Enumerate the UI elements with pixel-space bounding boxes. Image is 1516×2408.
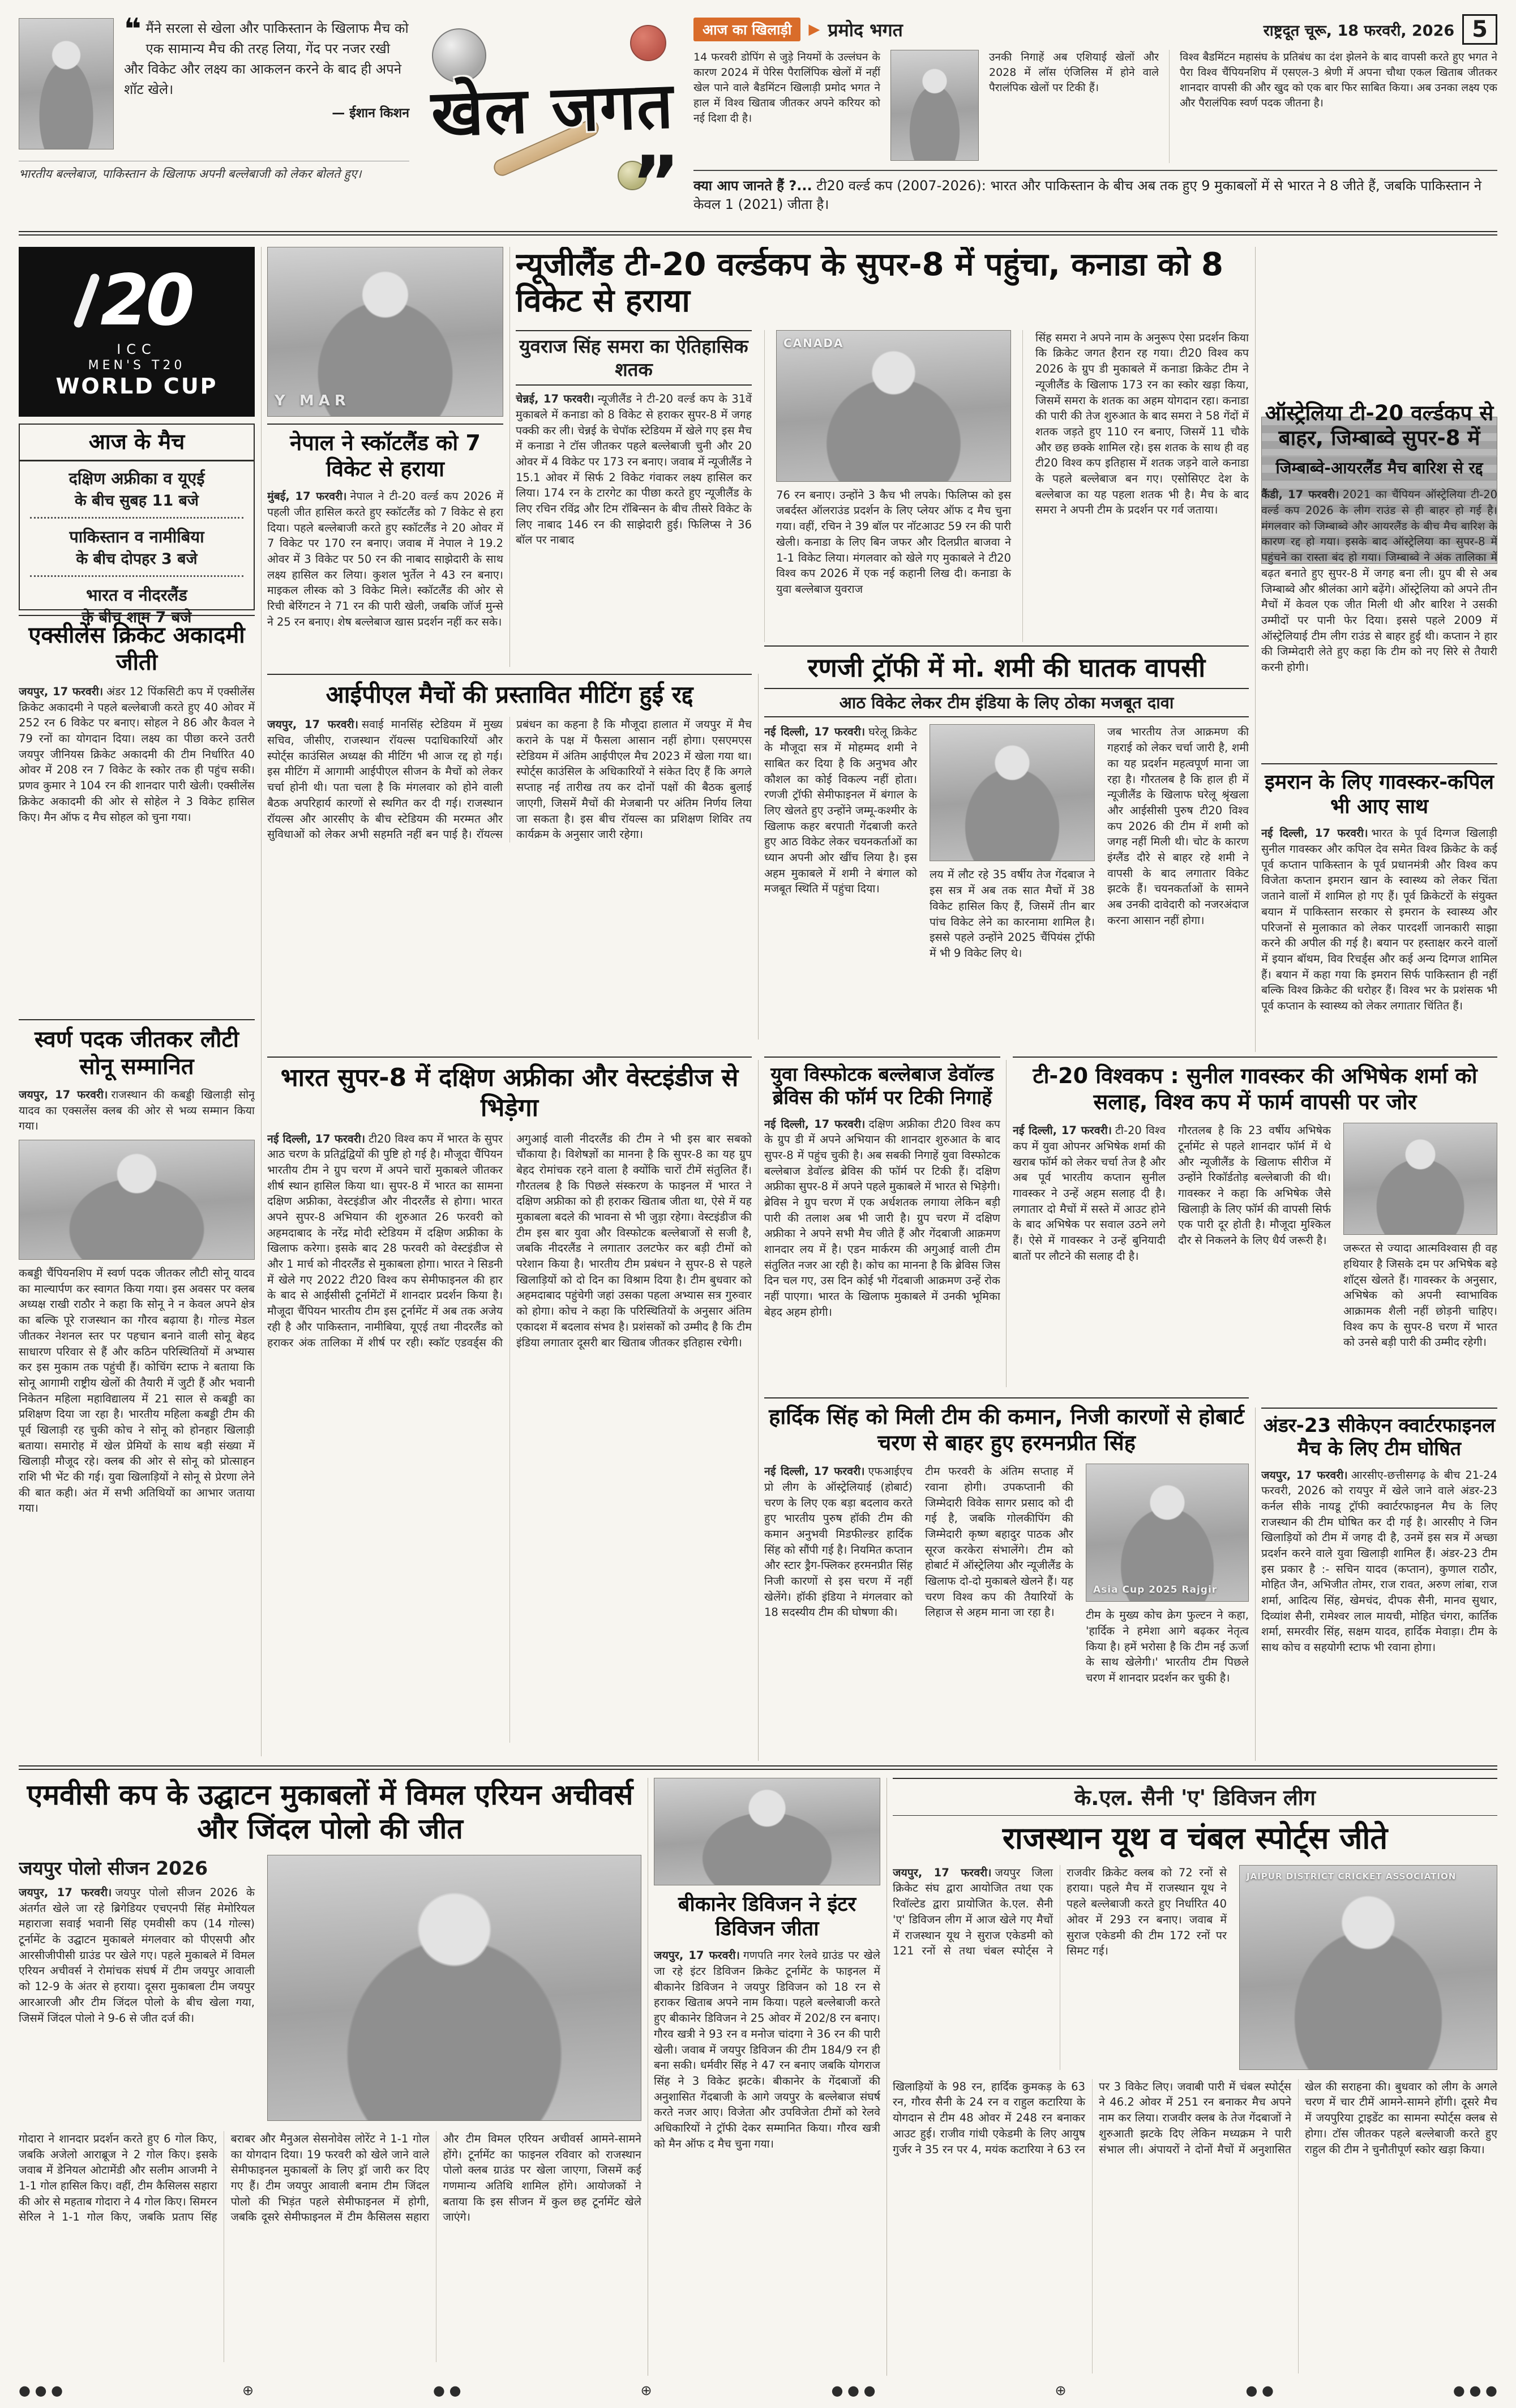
polo-top-row — [19, 1855, 641, 2121]
article-under23-team — [1261, 1408, 1497, 1761]
quote-mark-icon: ❝ — [124, 12, 142, 46]
shami-columns — [764, 724, 1249, 961]
photo-hockey-players — [1086, 1464, 1249, 1602]
t20-logo-icc: ICC — [117, 341, 157, 357]
logo-quote-mark-icon: ” — [631, 140, 680, 226]
mark-group: ⊕ — [242, 2383, 254, 2398]
match-time: के बीच शाम 7 बजे — [82, 608, 192, 626]
hockey-columns — [764, 1464, 1249, 1686]
photo-sonu-felicitation — [19, 1140, 255, 1260]
headline: ऑस्ट्रेलिया टी-20 वर्ल्डकप से बाहर, जिम्बाब्वे सुपर-8 में — [1265, 401, 1494, 451]
headline: इमरान के लिए गावस्कर-कपिल भी आए साथ — [1265, 771, 1494, 819]
article-body — [893, 1865, 1227, 1959]
article-kl-saini-league — [893, 1778, 1497, 2376]
dateline: जयपुर, 17 फरवरी। — [19, 1886, 112, 1899]
photo-gavaskar — [1343, 1123, 1497, 1235]
column-rule — [758, 1060, 759, 1761]
dateline: जयपुर, 17 फरवरी। — [19, 685, 104, 698]
t20-worldcup-logo-box — [19, 247, 255, 417]
subhead: युवराज सिंह समरा का ऐतिहासिक शतक — [516, 330, 752, 386]
quote-author: — ईशान किशन — [332, 106, 409, 121]
bottom-band-rule — [19, 1765, 1497, 1770]
dateline: जयपुर, 17 फरवरी। — [1261, 1468, 1348, 1482]
body-text: सवाई मानसिंह स्टेडियम में मुख्य सचिव, जीसीए, राजस्थान रॉयल्स पदाधिकारियों और स्पोर्ट्स काउंसिल अध्यक्ष की मीटिंग भी आज रद्द हो गई। इस मीटिंग में आगामी आईपीएल सीजन के मैचों को लेकर चर्चा होनी थी। पता चला है कि मंगलवार को होने वाली बैठक अपरिहार्य कारणों से स्थगित कर दी गई। राजस्थान रॉयल्स और आरसीए के बीच स्टेडियम की मरम्मत और सुविधाओं को लेकर अभी सहमति नहीं बन पाई है। रॉयल्स प्रबंधन का कहना है कि मौजूदा हालात में जयपुर में मैच कराने के पक्ष में फैसला आसान नहीं होगा। एसएमएस स्टेडियम में अंतिम आईपीएल मैच 2023 में खेला गया था। स्पोर्ट्स काउंसिल के अधिकारियों ने संकेत दिए हैं कि अगले सप्ताह नई तारीख तय कर दोनों पक्षों की बैठक बुलाई जाएगी, जिसमें मैचों की मेजबानी पर अंतिम निर्णय लिया जा सकता है। इस बीच रॉयल्स का प्रशिक्षण शिविर तय कार्यक्रम के अनुसार जारी रहेगा। — [267, 718, 752, 841]
dateline: जयपुर, 17 फरवरी। — [893, 1866, 992, 1879]
polo-intro-col — [19, 1855, 255, 2121]
headline: अंडर-23 सीकेएन क्वार्टरफाइनल मैच के लिए टीम घोषित — [1263, 1414, 1496, 1460]
masthead-top-row — [693, 15, 1497, 44]
klsaini-top-row — [893, 1865, 1497, 2070]
registration-marks — [19, 2383, 1497, 2398]
article-india-super8 — [267, 1057, 752, 1761]
column-rule — [1006, 1060, 1007, 1387]
article-body — [19, 2131, 641, 2225]
article-excellence-academy — [19, 615, 255, 1015]
t20-logo — [82, 259, 191, 341]
body-text: गणपति नगर रेलवे ग्राउंड पर खेले जा रहे इंटर डिविजन क्रिकेट टूर्नामेंट के फाइनल में बीकानेर डिविजन ने जयपुर डिविजन को 18 रन से हराकर खिताब अपने नाम किया। पहले बल्लेबाजी करते हुए बीकानेर डिविजन ने 25 ओवर में 202/8 रन बनाए। गौरव खत्री ने 93 रन व मनोज चांदगा ने 36 रन की पारी खेली। जवाब में जयपुर डिविजन की टीम 184/9 रन ही बना सकी। धर्मवीर सिंह ने 47 रन बनाए जबकि योगराज सिंह ने 3 विकेट झटके। बीकानेर के गेंदबाजों की अनुशासित गेंदबाजी के आगे जयपुर के बल्लेबाज संघर्ष करते नजर आए। विजेता और उपविजेता टीमों को रेलवे अधिकारियों ने ट्रॉफी देकर सम्मानित किया। गौरव खत्री को मैन ऑफ द मैच चुना गया। — [654, 1949, 880, 2150]
dateline: चेन्नई, 17 फरवरी। — [516, 392, 594, 406]
article-australia-out — [1261, 401, 1497, 758]
match-time: के बीच सुबह 11 बजे — [75, 491, 199, 510]
body-text: जरूरत से ज्यादा आत्मविश्वास ही वह हथियार है जिसके दम पर अभिषेक बड़े शॉट्स खेलते हैं। गावस्कर के अनुसार, अभिषेक को अपनी स्वाभाविक आक्रामक शैली नहीं छोड़नी चाहिए। विश्व कप के सुपर-8 चरण में भारत को उनसे बड़ी पारी की उम्मीद रहेगी। — [1343, 1242, 1497, 1349]
article-body — [267, 489, 503, 630]
body-text: खिलाड़ियों के 98 रन, हार्दिक कुमकड़ के 63 रन, गौरव सैनी के 24 रन व राहुल कटारिया के योगदान से टीम 48 ओवर में 248 रन बनाकर आउट हुई। राजीव गांधी एकेडमी के लिए आयुष गुर्जर ने 35 रन पर 4, मयंक कटारिया ने 63 रन पर 3 विकेट लिए। जवाबी पारी में चंबल स्पोर्ट्स ने 46.2 ओवर में 251 रन बनाकर मैच अपने नाम कर लिया। राजवीर क्लब के तेज गेंदबाजों ने शुरुआती झटके दिए लेकिन मध्यक्रम ने पारी संभाल ली। अंपायरों ने दोनों मैचों में अनुशासित खेल की सराहना की। बुधवार को लीग के अगले चरण में चार टीमें आमने-सामने होंगी। दूसरे मैच में जयपुरिया ट्राइडेंट का सामना स्पोर्ट्स क्लब से होगा। टॉस जीतकर पहले बल्लेबाजी करते हुए राहुल की टीम ने चुनौतीपूर्ण स्कोर खड़ा किया। — [893, 2080, 1497, 2156]
article-body — [267, 717, 752, 842]
masthead-quote-block — [19, 12, 409, 203]
todays-matches — [19, 424, 255, 626]
article-body — [267, 1131, 752, 1351]
match-teams: भारत व नीदरलैंड — [86, 585, 187, 605]
headline: एक्सीलेंस क्रिकेट अकादमी जीती — [28, 622, 245, 675]
masthead — [19, 12, 1497, 226]
photo-batsman-label: Y MAR — [275, 392, 350, 409]
headline: आईपीएल मैचों की प्रस्तावित मीटिंग हुई रद्द — [326, 681, 693, 708]
match-separator — [30, 575, 243, 577]
quote-caption: भारतीय बल्लेबाज, पाकिस्तान के खिलाफ अपनी बल्लेबाजी को लेकर बोलते हुए। — [19, 161, 409, 182]
body-text: गौरतलब है कि 23 वर्षीय अभिषेक टूर्नामेंट से पहले शानदार फॉर्म में थे और न्यूजीलैंड के खिलाफ सीरीज में उन्होंने रिकॉर्डतोड़ बल्लेबाजी की थी। गावस्कर ने कहा कि अभिषेक जैसे खिलाड़ी के लिए फॉर्म की वापसी सिर्फ एक पारी दूर होती है। मौजूदा मुश्किल दौर से निकलने के लिए धैर्य जरूरी है। — [1178, 1124, 1331, 1247]
dateline: नई दिल्ली, 17 फरवरी। — [764, 725, 866, 739]
article-sonu-honoured — [19, 1019, 255, 1756]
mark-group: ⊕ — [1055, 2383, 1067, 2398]
nz-article-columns — [516, 330, 1249, 642]
dateline: कैंडी, 17 फरवरी। — [1261, 488, 1339, 502]
body-text: 2021 का चैंपियन ऑस्ट्रेलिया टी-20 वर्ल्ड कप 2026 के लीग राउंड से ही बाहर हो गई है। मंगलवार को जिम्बाब्वे और आयरलैंड के बीच मैच बारिश के कारण रद्द हो गया। इसके बाद ऑस्ट्रेलिया का सुपर-8 में पहुंचने का रास्ता बंद हो गया। जिम्बाब्वे ने अंक तालिका में बढ़त बनाते हुए सुपर-8 में जगह बना ली। ग्रुप बी से अब जिम्बाब्वे और श्रीलंका आगे बढ़ेंगे। ऑस्ट्रेलिया को अपने तीन मैचों में केवल एक जीत मिली थी और बारिश ने उसकी उम्मीदों पर पानी फेर दिया। इससे पहले 2009 में ऑस्ट्रेलियाई टीम लीग राउंड से बाहर हुई थी। कप्तान ने हार की जिम्मेदारी लेते हुए कहा कि टीम को नए सिरे से तैयारी करनी होगी। — [1261, 488, 1497, 674]
headline: बीकानेर डिविजन ने इंटर डिविजन जीता — [678, 1893, 857, 1941]
article-body — [19, 1265, 255, 1516]
article-body — [1261, 1468, 1497, 1656]
article-body — [654, 1948, 880, 2152]
section-logo-block — [422, 15, 683, 226]
mark-group: ● ● — [433, 2383, 461, 2398]
column-rule — [1255, 1408, 1256, 1761]
shami-col-1 — [764, 724, 917, 961]
article-polo-mvc-cup — [19, 1778, 641, 2376]
article-nz-super8 — [516, 247, 1249, 642]
dateline: नई दिल्ली, 17 फरवरी। — [764, 1117, 866, 1131]
mark-group: ● ● ● — [831, 2383, 876, 2398]
column-rule — [509, 247, 510, 667]
body-text: टी20 विश्व कप में भारत के सुपर आठ चरण के प्रतिद्वंद्वियों की पुष्टि हो गई है। मौजूदा चैंपियन भारतीय टीम ने ग्रुप चरण में अपने चारों मुकाबले जीतकर शीर्ष स्थान हासिल किया था। सुपर-8 में भारत का सामना दक्षिण अफ्रीका, वेस्टइंडीज और नीदरलैंड से होगा। भारत अपने सुपर-8 अभियान की शुरुआत 26 फरवरी को अहमदाबाद के नरेंद्र मोदी स्टेडियम में दक्षिण अफ्रीका के खिलाफ करेगा। इसके बाद 28 फरवरी को वेस्टइंडीज से और 1 मार्च को नीदरलैंड से मुकाबला होगा। भारत ने सिडनी में खेले गए 2022 टी20 विश्व कप सेमीफाइनल की हार के बाद से आईसीसी टूर्नामेंटों में शानदार प्रदर्शन किया है। मौजूदा चैंपियन भारतीय टीम इस टूर्नामेंट में अब तक अजेय रही है और पाकिस्तान, नामीबिया, यूएई तथा नीदरलैंड को हराकर अंक तालिका में शीर्ष पर रही। स्कॉट एडवर्ड्स की अगुआई वाली नीदरलैंड की टीम ने भी इस बार सबको चौंकाया है। विशेषज्ञों का मानना है कि सुपर-8 का यह ग्रुप बेहद रोमांचक रहने वाला है क्योंकि चारों टीमें संतुलित हैं। गौरतलब है कि पिछले संस्करण के फाइनल में भारत ने दक्षिण अफ्रीका को ही हराकर खिताब जीता था, ऐसे में यह मुकाबला बदले की भावना से भी जुड़ा रहेगा। वेस्टइंडीज की टीम इस बार युवा और विस्फोटक बल्लेबाजों से सजी है, जबकि नीदरलैंड ने लगातार उलटफेर कर बड़ी टीमों को परेशान किया है। भारतीय टीम प्रबंधन ने सुपर-8 से पहले खिलाड़ियों को दो दिन का विश्राम दिया है। टीम बुधवार को अहमदाबाद पहुंचेगी जहां उसका पहला अभ्यास सत्र गुरुवार को होगा। कोच ने कहा कि परिस्थितियों के अनुसार अंतिम एकादश में बदलाव संभव है। प्रशंसकों को उम्मीद है कि टीम इंडिया लगातार दूसरी बार खिताब जीतकर इतिहास रचेगी। — [267, 1132, 752, 1349]
body-text: कबड्डी चैंपियनशिप में स्वर्ण पदक जीतकर लौटी सोनू यादव का माल्यार्पण कर स्वागत किया गया। इस अवसर पर क्लब अध्यक्ष राखी राठौर ने कहा कि सोनू ने न केवल अपने क्षेत्र का बल्कि पूरे राजस्थान का गौरव बढ़ाया है। गोल्ड मेडल जीतकर नेशनल स्तर पर पहचान बनाने वाली सोनू बेहद साधारण परिवार से हैं और कठिन परिस्थितियों में अभ्यास कर इस मुकाम तक पहुंची हैं। कोचिंग स्टाफ ने बताया कि सोनू आगामी राष्ट्रीय खेलों की तैयारी में जुटी हैं और भवानी निकेतन महिला महाविद्यालय में 21 साल से कबड्डी का प्रशिक्षण दिया जा रहा है। भारतीय महिला कबड्डी टीम की पूर्व खिलाड़ी रह चुकी कोच ने सोनू को होनहार खिलाड़ी बताया। समारोह में खेल प्रेमियों के साथ बड़ी संख्या में खिलाड़ी मौजूद रहे। क्लब की ओर से सोनू को प्रोत्साहन राशि भी भेंट की गई। युवा खिलाड़ियों ने सोनू से प्रेरणा लेने की बात कही। अंत में सभी अतिथियों का आभार जताया गया। — [19, 1267, 255, 1515]
pod-text-right: विश्व बैडमिंटन महासंघ के प्रतिबंध का दंश झेलने के बाद वापसी करते हुए भगत ने पैरा विश्व चैंपियनशिप में एसएल-3 श्रेणी में अपना चौथा एकल खिताब जीतकर शानदार वापसी की और खुद को एक बार फिर साबित किया। अब उनका लक्ष्य एक और पैरालंपिक स्वर्ण पदक जीतना है। — [1169, 50, 1497, 163]
headline: न्यूजीलैंड टी-20 वर्ल्डकप के सुपर-8 में पहुंचा, कनाडा को 8 विकेट से हराया — [516, 247, 1223, 320]
photo-ishan-kishan — [19, 18, 114, 149]
article-hockey-captain — [764, 1397, 1249, 1761]
column-rule — [1255, 247, 1256, 1052]
cricket-ball-icon — [630, 25, 666, 61]
t20-logo-worldcup: WORLD CUP — [55, 373, 218, 399]
player-of-day-label: आज का खिलाड़ी — [693, 18, 800, 41]
article-body — [764, 724, 917, 897]
article-ipl-meeting — [267, 674, 752, 1042]
body-text: घरेलू क्रिकेट के मौजूदा सत्र में मोहम्मद शमी ने साबित कर दिया है कि अनुभव और कौशल का कोई विकल्प नहीं होता। रणजी ट्रॉफी सेमीफाइनल में बंगाल के लिए खेलते हुए उन्होंने जम्मू-कश्मीर के खिलाफ कहर बरपाती गेंदबाजी करते हुए आठ विकेट लेकर चयनकर्ताओं का ध्यान अपनी ओर खींच लिया है। इस अहम मुकाबले में शमी ने बंगाल को मजबूत स्थिति में पहुंचा दिया। — [764, 725, 917, 896]
body-text: लय में लौट रहे 35 वर्षीय तेज गेंदबाज ने इस सत्र में अब तक सात मैचों में 38 विकेट हासिल किए हैं, जिसमें तीन बार पांच विकेट लेने का कारनामा शामिल है। इससे पहले उन्होंने 2025 चैंपियंस ट्रॉफी में भी 9 विकेट लिए थे। — [930, 868, 1095, 960]
body-text: टी-20 विश्व कप में युवा ओपनर अभिषेक शर्मा की खराब फॉर्म को लेकर चर्चा तेज है और अब पूर्व भारतीय कप्तान सुनील गावस्कर ने उन्हें अहम सलाह दी है। लगातार दो मैचों में सस्ते में आउट होने के बाद अभिषेक पर सवाल उठने लगे हैं। ऐसे में गावस्कर ने उन्हें बुनियादी बातों पर लौटने की सलाह दी है। — [1013, 1124, 1166, 1263]
mark-group: ● ● ● — [1453, 2383, 1497, 2398]
match-time: के बीच दोपहर 3 बजे — [76, 550, 198, 568]
gavaskar-col-2 — [1178, 1123, 1331, 1350]
article-gavaskar-advice — [1013, 1057, 1497, 1387]
match-teams: दक्षिण अफ्रीका व यूएई — [68, 468, 205, 488]
bat-slash-icon — [73, 272, 101, 328]
match-item — [20, 524, 254, 570]
nz-col-2 — [764, 330, 1023, 642]
dateline: जयपुर, 17 फरवरी। — [19, 1088, 108, 1101]
article-body — [930, 867, 1095, 961]
nz-col-1 — [516, 330, 752, 642]
t20-logo-number: 20 — [100, 259, 191, 341]
hockey-col-2 — [925, 1464, 1073, 1686]
photo-batsman — [267, 247, 503, 417]
match-item — [20, 461, 254, 511]
did-you-know-label: क्या आप जानते हैं ?... — [693, 178, 812, 194]
body-text: गोदारा ने शानदार प्रदर्शन करते हुए 6 गोल किए, जबकि अजेलो आराब्रूज ने 2 गोल किए। इसके जवाब में डेनियल ओटामेंडी और सलीम आजमी ने 1-1 गोल हासिल किए। वहीं, टीम कैसिलस सहारा की ओर से महताब गोदारा ने 4 गोल किए। सिमरन सेरिल ने 1-1 गोल किए, जबकि प्रताप सिंह बराबर और मैनुअल सेसनोवेस लोरेंट ने 1-1 गोल का योगदान दिया। 19 फरवरी को खेले जाने वाले सेमीफाइनल मुकाबलों के लिए ड्रॉ जारी कर दिए गए हैं। टीम जयपुर आवाली बनाम टीम जिंदल पोलो की भिड़ंत पहले सेमीफाइनल में होगी, जबकि दूसरे सेमीफाइनल में टीम कैसिलस सहारा और टीम विमल एरियन अचीवर्स आमने-सामने होंगे। टूर्नामेंट का फाइनल रविवार को राजस्थान पोलो क्लब ग्राउंड पर खेला जाएगा, जिसमें कई गणमान्य अतिथि शामिल होंगे। आयोजकों ने बताया कि इस सीजन में कुल छह टूर्नामेंट खेले जाएंगे। — [19, 2132, 641, 2224]
photo-bikaner-cricket — [654, 1778, 880, 1885]
quote-text-wrap — [124, 12, 409, 149]
headline: स्वर्ण पदक जीतकर लौटी सोनू सम्मानित — [34, 1026, 239, 1080]
dateline: नई दिल्ली, 17 फरवरी। — [764, 1465, 865, 1478]
did-you-know — [693, 170, 1497, 213]
dateline: जयपुर, 17 फरवरी। — [267, 718, 358, 732]
did-you-know-text: टी20 वर्ल्ड कप (2007-2026): भारत और पाकिस्तान के बीच अब तक हुए 9 मुकाबलों में से भारत ने 8 जीते हैं, जबकि पाकिस्तान ने केवल 1 (2021) जीता है। — [693, 178, 1482, 212]
hockey-col-3 — [1086, 1464, 1249, 1686]
mark-group: ⊕ — [640, 2383, 652, 2398]
headline: युवा विस्फोटक बल्लेबाज डेवॉल्ड ब्रेविस की फॉर्म पर टिकी निगाहें — [770, 1063, 994, 1109]
article-body — [1178, 1123, 1331, 1248]
arrow-right-icon: ▶ — [808, 21, 820, 38]
article-imran-support — [1261, 763, 1497, 1052]
photo-canada-label: CANADA — [783, 336, 844, 350]
body-text: जयपुर पोलो सीजन 2026 के अंतर्गत खेले जा रहे ब्रिगेडियर एचएनपी सिंह मेमोरियल महाराजा सवाई भवानी सिंह एमवीसी कप (14 गोल्स) टूर्नामेंट के उद्घाटन मुकाबले मंगलवार को पीएसपी और आरसीजीपीसी ग्राउंड पर खेले गए। पहले मुकाबले में विमल एरियन अचीवर्स ने रोमांचक संघर्ष में टीम जयपुर आवाली को 12-9 के अंतर से हराया। दूसरा मुकाबला टीम जयपुर आरआरजी और टीम जिंदल पोलो के बीच खेला गया, जिसमें जिंदल पोलो ने 9-6 से जीत दर्ज की। — [19, 1886, 255, 2025]
photo-pramod-bhagat — [890, 50, 979, 161]
photo-shami — [930, 724, 1095, 861]
klsaini-intro — [893, 1865, 1227, 2070]
dateline: नई दिल्ली, 17 फरवरी। — [1261, 827, 1368, 840]
match-separator — [30, 517, 243, 519]
headline: टी-20 विश्वकप : सुनील गावस्कर की अभिषेक शर्मा को सलाह, विश्व कप में फार्म वापसी पर जोर — [1033, 1063, 1478, 1114]
page-number: 5 — [1462, 14, 1497, 45]
body-text: एफआईएच प्रो लीग के ऑस्ट्रेलियाई (होबार्ट) चरण के लिए एक बड़ा बदलाव करते हुए भारतीय पुरुष हॉकी टीम की कमान अनुभवी मिडफील्डर हार्दिक सिंह को सौंपी गई है। नियमित कप्तान और स्टार ड्रैग-फ्लिकर हरमनप्रीत सिंह निजी कारणों से इस चरण में नहीं खेलेंगे। हॉकी इंडिया ने मंगलवार को 18 सदस्यीय टीम की घोषणा की। — [764, 1465, 913, 1619]
headline: नेपाल ने स्कॉटलैंड को 7 विकेट से हराया — [290, 430, 481, 481]
todays-matches-title: आज के मैच — [20, 425, 254, 461]
photo-polo-match — [267, 1855, 641, 2121]
body-text: 76 रन बनाए। उन्होंने 3 कैच भी लपके। फिलिप्स को इस जबर्दस्त ऑलराउंड प्रदर्शन के लिए प्लेयर ऑफ द मैच चुना गया। वहीं, रचिन ने 39 बॉल पर नॉटआउट 59 रन की पारी खेली। कनाडा के लिए बिन जफर और दिलप्रीत बाजवा ने 1-1 विकेट लिया। मंगलवार को खेले गए मुकाबले ने टी20 विश्व कप 2026 में एक नई कहानी लिख दी। कनाडा के युवा बल्लेबाज युवराज — [776, 488, 1011, 596]
dateline: जयपुर, 17 फरवरी। — [654, 1949, 740, 1962]
article-brevis-form — [764, 1057, 1000, 1391]
body-text: भारत के पूर्व दिग्गज खिलाड़ी सुनील गावस्कर और कपिल देव समेत विश्व क्रिकेट के कई पूर्व कप्तान पाकिस्तान के पूर्व प्रधानमंत्री और विश्व कप विजेता कप्तान इमरान खान के स्वास्थ्य को लेकर चिंता जताने वालों में शामिल हो गए हैं। पूर्व क्रिकेटरों के संयुक्त बयान में पाकिस्तान सरकार से इमरान के स्वास्थ्य और परिजनों से मुलाकात को लेकर पारदर्शी जानकारी साझा करने की अपील की गई है। बयान पर हस्ताक्षर करने वालों में इयान बॉथम, विव रिचर्ड्स और कई अन्य दिग्गज शामिल हैं। बयान में कहा गया कि इमरान सिर्फ पाकिस्तान ही नहीं बल्कि विश्व क्रिकेट की धरोहर हैं। विश्व भर के प्रशंसक भी पूर्व कप्तान के स्वास्थ्य को लेकर लगातार चिंतित हैं। — [1261, 827, 1497, 1012]
article-bikaner-division — [654, 1778, 880, 2376]
article-body — [1086, 1607, 1249, 1686]
kicker: जयपुर पोलो सीजन 2026 — [19, 1857, 208, 1879]
player-of-day-name: प्रमोद भगत — [828, 19, 903, 41]
dateline: नई दिल्ली, 17 फरवरी। — [267, 1132, 366, 1145]
article-body — [776, 487, 1011, 597]
gavaskar-columns — [1013, 1123, 1497, 1350]
kicker: के.एल. सैनी 'ए' डिविजन लीग — [893, 1778, 1497, 1816]
shami-col-2 — [930, 724, 1095, 961]
article-shami-ranji — [764, 645, 1249, 1040]
body-text: राजस्थान की कबड्डी खिलाड़ी सोनू यादव का एक्सलेंस क्लब की ओर से भव्य सम्मान किया गया। — [19, 1088, 255, 1133]
body-text: जब भारतीय तेज आक्रमण की गहराई को लेकर चर्चा जारी है, शमी का यह प्रदर्शन महत्वपूर्ण माना जा रहा है। गौरतलब है कि हाल ही में न्यूजीलैंड के खिलाफ घरेलू श्रृंखला और आईसीसी पुरुष टी20 विश्व कप 2026 की टीम में शमी को जगह नहीं मिली थी। चोट के कारण इंग्लैंड दौरे से बाहर रहे शमी ने वापसी के बाद लगातार विकेट झटके हैं। चयनकर्ताओं के सामने अब उनकी दावेदारी को नजरअंदाज करना आसान नहीं होगा। — [1107, 725, 1249, 927]
nz-col-3 — [1035, 330, 1249, 642]
column-rule — [758, 674, 759, 1040]
quote-text: मैंने सरला से खेला और पाकिस्तान के खिलाफ मैच को एक सामान्य मैच की तरह लिया, गेंद पर नजर रखी और विकेट और लक्ष्य का आकलन करने के बाद ही अपने शॉट खेले। — [124, 20, 409, 97]
article-body — [516, 391, 752, 548]
gavaskar-col-3 — [1343, 1123, 1497, 1350]
hockey-col-1 — [764, 1464, 913, 1686]
body-text: आरसीए-छत्तीसगढ़ के बीच 21-24 फरवरी, 2026 को रायपुर में खेले जाने वाले अंडर-23 कर्नल सीके नायडू ट्रॉफी क्वार्टरफाइनल मैच के लिए राजस्थान की टीम घोषित कर दी गई है। आरसीए ने जिन खिलाड़ियों को टीम में जगह दी है, उनमें इस सत्र में अच्छा प्रदर्शन करने वाले युवा खिलाड़ी शामिल हैं। अंडर-23 टीम इस प्रकार है :- सचिन यादव (कप्तान), कुणाल राठौर, मोहित जैन, अभिजीत तोमर, राज रावत, अरुण लांबा, राज शर्मा, आदित्य सिंह, खेमचंद, दीपक सैनी, मानव सुथार, दिव्यांश सैनी, रामेश्वर लाल मायची, मोहित चंगरा, कार्तिक शर्मा, समरवीर सिंह, सक्षम यादव, हार्दिक मेवाड़ा। टीम के साथ कोच व सहयोगी स्टाफ भी रवाना होगा। — [1261, 1468, 1497, 1654]
headline: राजस्थान यूथ व चंबल स्पोर्ट्स जीते — [1002, 1820, 1388, 1856]
gavaskar-col-1 — [1013, 1123, 1166, 1350]
article-body — [925, 1464, 1073, 1620]
article-body — [1107, 724, 1249, 928]
article-nepal-win — [267, 424, 503, 667]
body-text: अंडर 12 पिंकसिटी कप में एक्सीलेंस क्रिकेट अकादमी ने पहले बल्लेबाजी करते हुए 40 ओवर में 252 रन 6 विकेट पर बनाए। सोहल ने 86 और कैवल ने 79 रनों का योगदान दिया। लक्ष्य का पीछा करने उतरी जयपुर जीनियस क्रिकेट अकादमी की टीम निर्धारित 40 ओवर में 208 रन 7 विकेट के स्कोर तक ही पहुंच सकी। प्रणव कुमार ने 104 रन की शानदार पारी खेली। एक्सीलेंस क्रिकेट अकादमी की ओर से सोहेल ने 3 विकेट हासिल किए। मैन ऑफ द मैच सोहल को चुना गया। — [19, 685, 255, 824]
article-body — [1343, 1241, 1497, 1350]
article-body — [1261, 487, 1497, 675]
subhead: आठ विकेट लेकर टीम इंडिया के लिए ठोका मजबूत दावा — [764, 688, 1249, 717]
photo-klsaini-label: JAIPUR DISTRICT CRICKET ASSOCIATION — [1247, 1871, 1457, 1881]
article-body — [19, 1087, 255, 1134]
mark-group: ● ● — [1245, 2383, 1274, 2398]
photo-canada-player — [776, 330, 1011, 482]
body-text: न्यूजीलैंड ने टी-20 वर्ल्ड कप के 31वें मुकाबले में कनाडा को 8 विकेट से हराकर सुपर-8 में जगह पक्की कर ली। चेन्नई के चेपॉक स्टेडियम में खेले गए इस मैच में कनाडा ने टॉस जीतकर पहले बल्लेबाजी चुनी और 20 ओवर में 4 विकेट पर 173 रन बनाए। जवाब में न्यूजीलैंड ने 15.1 ओवर में सिर्फ 2 विकेट गंवाकर लक्ष्य हासिल कर लिया। 174 रन के टारगेट का पीछा करते हुए न्यूजीलैंड के लिए रचिन रविंद्र और टिम रॉबिन्सन के बीच तीसरे विकेट के लिए नाबाद 146 रन की साझेदारी हुई। फिलिप्स ने 36 बॉल पर नाबाद — [516, 392, 752, 547]
article-body — [893, 2079, 1497, 2157]
photo-klsaini-team — [1239, 1865, 1497, 2070]
article-body — [19, 684, 255, 825]
headline: एमवीसी कप के उद्घाटन मुकाबलों में विमल एरियन अचीवर्स और जिंदल पोलो की जीत — [27, 1778, 633, 1845]
headline: रणजी ट्रॉफी में मो. शमी की घातक वापसी — [807, 652, 1206, 683]
body-text: नेपाल ने टी-20 वर्ल्ड कप 2026 में पहली जीत हासिल करते हुए स्कॉटलैंड को 7 विकेट से हरा दिया। पहले बल्लेबाजी करते हुए स्कॉटलैंड ने 20 ओवर में 7 विकेट पर 170 रन बनाए। जवाब में नेपाल ने 19.2 ओवर में 3 विकेट पर 50 रन की नाबाद साझेदारी के साथ लक्ष्य हासिल कर लिया। कुशल भुर्तेल ने 43 रन बनाए। माइकल लीस्क को 3 विकेट मिले। स्कॉटलैंड की ओर से रिची बेरिंगटन ने 71 रन की पारी खेली, जबकि जॉर्ज मुन्से ने 25 रन बनाए। शेष बल्लेबाज खास प्रदर्शन नहीं कर सके। — [267, 490, 503, 628]
mark-group: ● ● ● — [19, 2383, 63, 2398]
article-body — [1261, 826, 1497, 1013]
body-text: सिंह समरा ने अपने नाम के अनुरूप ऐसा प्रदर्शन किया कि क्रिकेट जगत हैरान रह गया। टी20 विश्व कप 2026 के ग्रुप डी मुकाबले में कनाडा क्रिकेट टीम ने न्यूजीलैंड के खिलाफ 173 रन का स्कोर खड़ा किया, जिसमें समरा के शतक का अहम योगदान रहा। कनाडा की पारी की तेज शुरुआत के बाद समरा ने 58 गेंदों में शतक जड़ते हुए 110 रन बनाए, जिसमें 11 चौके और छह छक्के शामिल रहे। इस शतक के साथ ही वह टी20 विश्व कप इतिहास में शतक जड़ने वाले कनाडा के पहले बल्लेबाज बन गए। एसोसिएट देश के बल्लेबाज का यह पहला शतक भी है। मैच के बाद समरा ने अपनी टीम के प्रदर्शन पर गर्व जताया। — [1035, 331, 1249, 517]
subhead: जिम्बाब्वे-आयरलैंड मैच बारिश से रद्द — [1261, 456, 1497, 481]
masthead-right-block — [693, 15, 1497, 212]
pod-text-mid: उनकी निगाहें अब एशियाई खेलों और 2028 में लॉस एंजिलिस में होने वाले पैरालंपिक खेलों पर टिकी हैं। — [989, 51, 1159, 94]
column-rule — [261, 247, 262, 1756]
match-teams: पाकिस्तान व नामीबिया — [69, 527, 204, 546]
headline: हार्दिक सिंह को मिली टीम की कमान, निजी कारणों से होबार्ट चरण से बाहर हुए हरमनप्रीत सिंह — [769, 1404, 1244, 1455]
article-body — [764, 1117, 1000, 1320]
article-body — [19, 1885, 255, 2026]
t20-logo-mens: MEN'S T20 — [88, 358, 186, 373]
article-body — [1035, 330, 1249, 518]
body-text: दक्षिण अफ्रीका टी20 विश्व कप के ग्रुप डी में अपने अभियान की शानदार शुरुआत के बाद सुपर-8 में पहुंच चुकी है। अब सबकी निगाहें युवा विस्फोटक बल्लेबाज डेवॉल्ड ब्रेविस की फॉर्म पर टिकी हैं। दक्षिण अफ्रीका सुपर-8 में अपने पहले मुकाबले में भारत से भिड़ेगी। ब्रेविस ने ग्रुप चरण में एक अर्धशतक लगाया लेकिन बड़ी पारी की तलाश अब भी जारी है। ग्रुप चरण में दक्षिण अफ्रीका ने अपने सभी मैच जीते हैं और गेंदबाजी आक्रमण शानदार लय में है। एडन मार्करम की अगुआई वाली टीम संतुलित नजर आ रही है। कोच का मानना है कि ब्रेविस जिस दिन चल गए, उस दिन कोई भी गेंदबाजी आक्रमण उन्हें रोक नहीं पाएगा। भारत के खिलाफ मुकाबले में उनकी भूमिका बेहद अहम होगी। — [764, 1117, 1000, 1319]
edition-dateline: राष्ट्रदूत चूरू, 18 फरवरी, 2026 — [1263, 22, 1455, 40]
dateline: नई दिल्ली, 17 फरवरी। — [1013, 1124, 1112, 1137]
masthead-rule — [19, 231, 1497, 236]
body-text: टीम के मुख्य कोच क्रेग फुल्टन ने कहा, 'हार्दिक ने हमेशा आगे बढ़कर नेतृत्व किया है। हमें भरोसा है कि टीम नई ऊर्जा के साथ खेलेगी।' भारतीय टीम पिछले चरण में शानदार प्रदर्शन कर चुकी है। — [1086, 1609, 1249, 1684]
article-body — [764, 1464, 913, 1620]
body-text: टीम फरवरी के अंतिम सप्ताह में रवाना होगी। उपकप्तानी की जिम्मेदारी विवेक सागर प्रसाद को दी गई है, जबकि गोलकीपिंग की जिम्मेदारी कृष्ण बहादुर पाठक और सूरज करकेरा संभालेंगे। टीम को होबार्ट में ऑस्ट्रेलिया और न्यूजीलैंड के खिलाफ दो-दो मुकाबले खेलने हैं। यह चरण विश्व कप की तैयारियों के लिहाज से अहम माना जा रहा है। — [925, 1465, 1073, 1619]
section-title: खेल जगत — [430, 69, 675, 151]
headline: भारत सुपर-8 में दक्षिण अफ्रीका और वेस्टइंडीज से भिड़ेगा — [280, 1063, 739, 1122]
photo-hockey-label: Asia Cup 2025 Rajgir — [1093, 1584, 1218, 1596]
pod-text-left: 14 फरवरी डोपिंग से जुड़े नियमों के उल्लंघन के कारण 2024 में पेरिस पैरालिंपिक खेलों में नहीं खेल पाने वाले बैडमिंटन खिलाड़ी प्रमोद भगत ने हाल में विश्व खिताब जीतकर अपने करियर को नई दिशा दी है। — [693, 51, 880, 125]
dateline: मुंबई, 17 फरवरी। — [267, 490, 347, 503]
body-text: जयपुर जिला क्रिकेट संघ द्वारा आयोजित तथा एक रिवॉल्टेड द्वारा प्रायोजित के.एल. सैनी 'ए' डिविजन लीग में आज खेले गए मैचों में राजस्थान यूथ ने सुराज एकेडमी को 121 रनों से तथा चंबल स्पोर्ट्स ने राजवीर क्रिकेट क्लब को 72 रनों से हराया। पहले मैच में राजस्थान यूथ ने पहले बल्लेबाजी करते हुए निर्धारित 40 ओवर में 293 रन बनाए। जवाब में सुराज एकेडमी की टीम 172 रनों पर सिमट गई। — [893, 1866, 1227, 1958]
article-body — [1013, 1123, 1166, 1264]
player-of-day-body — [693, 50, 1497, 163]
shami-col-3 — [1107, 724, 1249, 961]
